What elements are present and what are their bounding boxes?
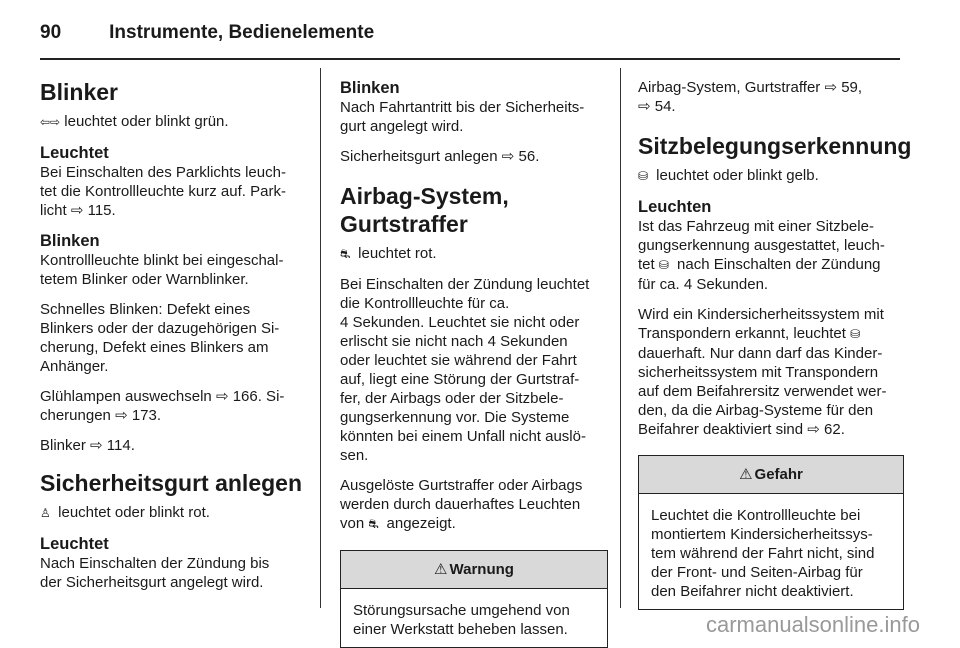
page-link[interactable]: 56. (514, 148, 540, 165)
page-header (40, 22, 374, 44)
paragraph: Blinker ⇨ 114. (40, 437, 135, 454)
reference-arrow-icon: ⇨ (70, 202, 84, 219)
reference-arrow-icon: ⇨ (501, 148, 515, 165)
watermark-text: carmanualsonline.info (705, 612, 920, 637)
page-link[interactable]: 62. (819, 421, 845, 438)
seatbelt-status-line: ♙ leuchtet oder blinkt rot. (40, 504, 210, 521)
danger-box (638, 455, 904, 610)
column-1 (40, 78, 308, 603)
airbag-status-line: ⛐ leuchtet rot. (340, 245, 437, 262)
reference-arrow-icon: ⇨ (215, 388, 229, 405)
paragraph: Schnelles Blinken: Defekt eines Blinkers oder der dazugehörigen Si- cherung, Defekt eines Blinkers am Anhänger. (40, 301, 280, 375)
reference-arrow-icon: ⇨ (824, 79, 838, 96)
paragraph: Bei Einschalten des Parklichts leuch- tet die Kontrollleuchte kurz auf. Park- licht ⇨ 115. (40, 164, 286, 219)
paragraph: Airbag-System, Gurtstraffer ⇨ 59, ⇨ 54. (638, 79, 863, 115)
subheading-blinken: Blinken (340, 79, 400, 97)
turn-signal-icon: ⇦⇨ (40, 115, 61, 129)
paragraph: Glühlampen auswechseln ⇨ 166. Si- cherungen ⇨ 173. (40, 388, 285, 424)
danger-box-header (639, 456, 903, 494)
heading-airbag: Airbag-System, Gurtstraffer (340, 183, 509, 237)
paragraph: Bei Einschalten der Zündung leuchtet die Kontrollleuchte für ca. 4 Sekunden. Leuchtet sie nicht oder erlischt sie nicht nach 4 Sekunden oder leuchtet sie während der Fahrt auf, liegt eine Störung der Gurtstraf- fer, der Airbags oder der Sitzbele- gungserkennung vor. Die Systeme könnten bei einem Unfall nicht auslö- sen. (340, 276, 590, 464)
subheading-blinken: Blinken (40, 232, 100, 250)
heading-sicherheitsgurt: Sicherheitsgurt anlegen (40, 470, 303, 496)
page-link[interactable]: 166. Si- (228, 388, 285, 405)
danger-box-title: Gefahr (754, 466, 803, 483)
heading-blinker: Blinker (40, 79, 118, 105)
chapter-title: Instrumente, Bedienelemente (109, 22, 375, 43)
danger-box-text: Leuchtet die Kontrollleuchte bei montiertem Kindersicherheitssys- tem während der Fahrt nicht, sind der Front- und Seiten-Airbag für den Beifahrer nicht deaktiviert. (651, 507, 875, 600)
subheading-leuchtet: Leuchtet (40, 144, 109, 162)
subheading-leuchtet: Leuchtet (40, 535, 109, 553)
paragraph: Kontrollleuchte blinkt bei eingeschal- tetem Blinker oder Warnblinker. (40, 252, 284, 288)
column-divider-1 (320, 68, 321, 608)
page-link[interactable]: 59, (837, 79, 863, 96)
airbag-icon: ⛐ (368, 517, 379, 531)
header-rule (40, 58, 900, 60)
seatbelt-icon: ♙ (40, 506, 51, 520)
paragraph: Ist das Fahrzeug mit einer Sitzbele- gungserkennung ausgestattet, leuch- tet ⛁ nach Einschalten der Zündung für ca. 4 Sekunden. (638, 218, 885, 293)
passenger-airbag-off-icon: ⛁ (638, 169, 649, 183)
warning-triangle-icon: ⚠ (434, 561, 448, 578)
airbag-icon: ⛐ (340, 247, 351, 261)
paragraph: Sicherheitsgurt anlegen ⇨ 56. (340, 148, 540, 165)
occupant-status-line: ⛁ leuchtet oder blinkt gelb. (638, 167, 819, 184)
warning-box (340, 550, 608, 648)
column-3 (638, 78, 912, 610)
page-link[interactable]: 115. (83, 202, 116, 219)
column-2 (340, 78, 608, 648)
page-link[interactable]: 173. (127, 407, 162, 424)
warning-box-header (341, 551, 607, 589)
page-number: 90 (40, 22, 62, 43)
passenger-airbag-off-icon: ⛁ (850, 327, 861, 341)
paragraph: Ausgelöste Gurtstraffer oder Airbags werden durch dauerhaftes Leuchten von ⛐ angezeigt. (340, 477, 583, 532)
reference-arrow-icon: ⇨ (807, 421, 820, 438)
reference-arrow-icon: ⇨ (90, 437, 103, 454)
warning-box-title: Warnung (449, 561, 514, 578)
passenger-airbag-off-icon: ⛁ (658, 258, 669, 272)
reference-arrow-icon: ⇨ (115, 407, 128, 424)
page-link[interactable]: 54. (650, 98, 676, 115)
heading-sitzbelegung: Sitzbelegungserkennung (638, 133, 912, 159)
warning-triangle-icon: ⚠ (739, 466, 753, 483)
warning-box-text: Störungsursache umgehend von einer Werkstatt beheben lassen. (353, 602, 570, 638)
column-divider-2 (620, 68, 621, 608)
paragraph: Nach Einschalten der Zündung bis der Sicherheitsgurt angelegt wird. (40, 555, 270, 591)
paragraph: Wird ein Kindersicherheitssystem mit Transpondern erkannt, leuchtet ⛁ dauerhaft. Nur dann darf das Kinder- sicherheitssystem mit Transpondern auf dem Beifahrersitz verwendet wer- den, da die Airbag-Systeme für den Beifahrer deaktiviert sind ⇨ 62. (638, 306, 887, 438)
subheading-leuchten: Leuchten (638, 198, 712, 216)
blinker-status-line: ⇦⇨ leuchtet oder blinkt grün. (40, 113, 229, 130)
paragraph: Nach Fahrtantritt bis der Sicherheits- gurt angelegt wird. (340, 99, 585, 135)
reference-arrow-icon: ⇨ (638, 98, 651, 115)
page-link[interactable]: 114. (102, 437, 135, 454)
